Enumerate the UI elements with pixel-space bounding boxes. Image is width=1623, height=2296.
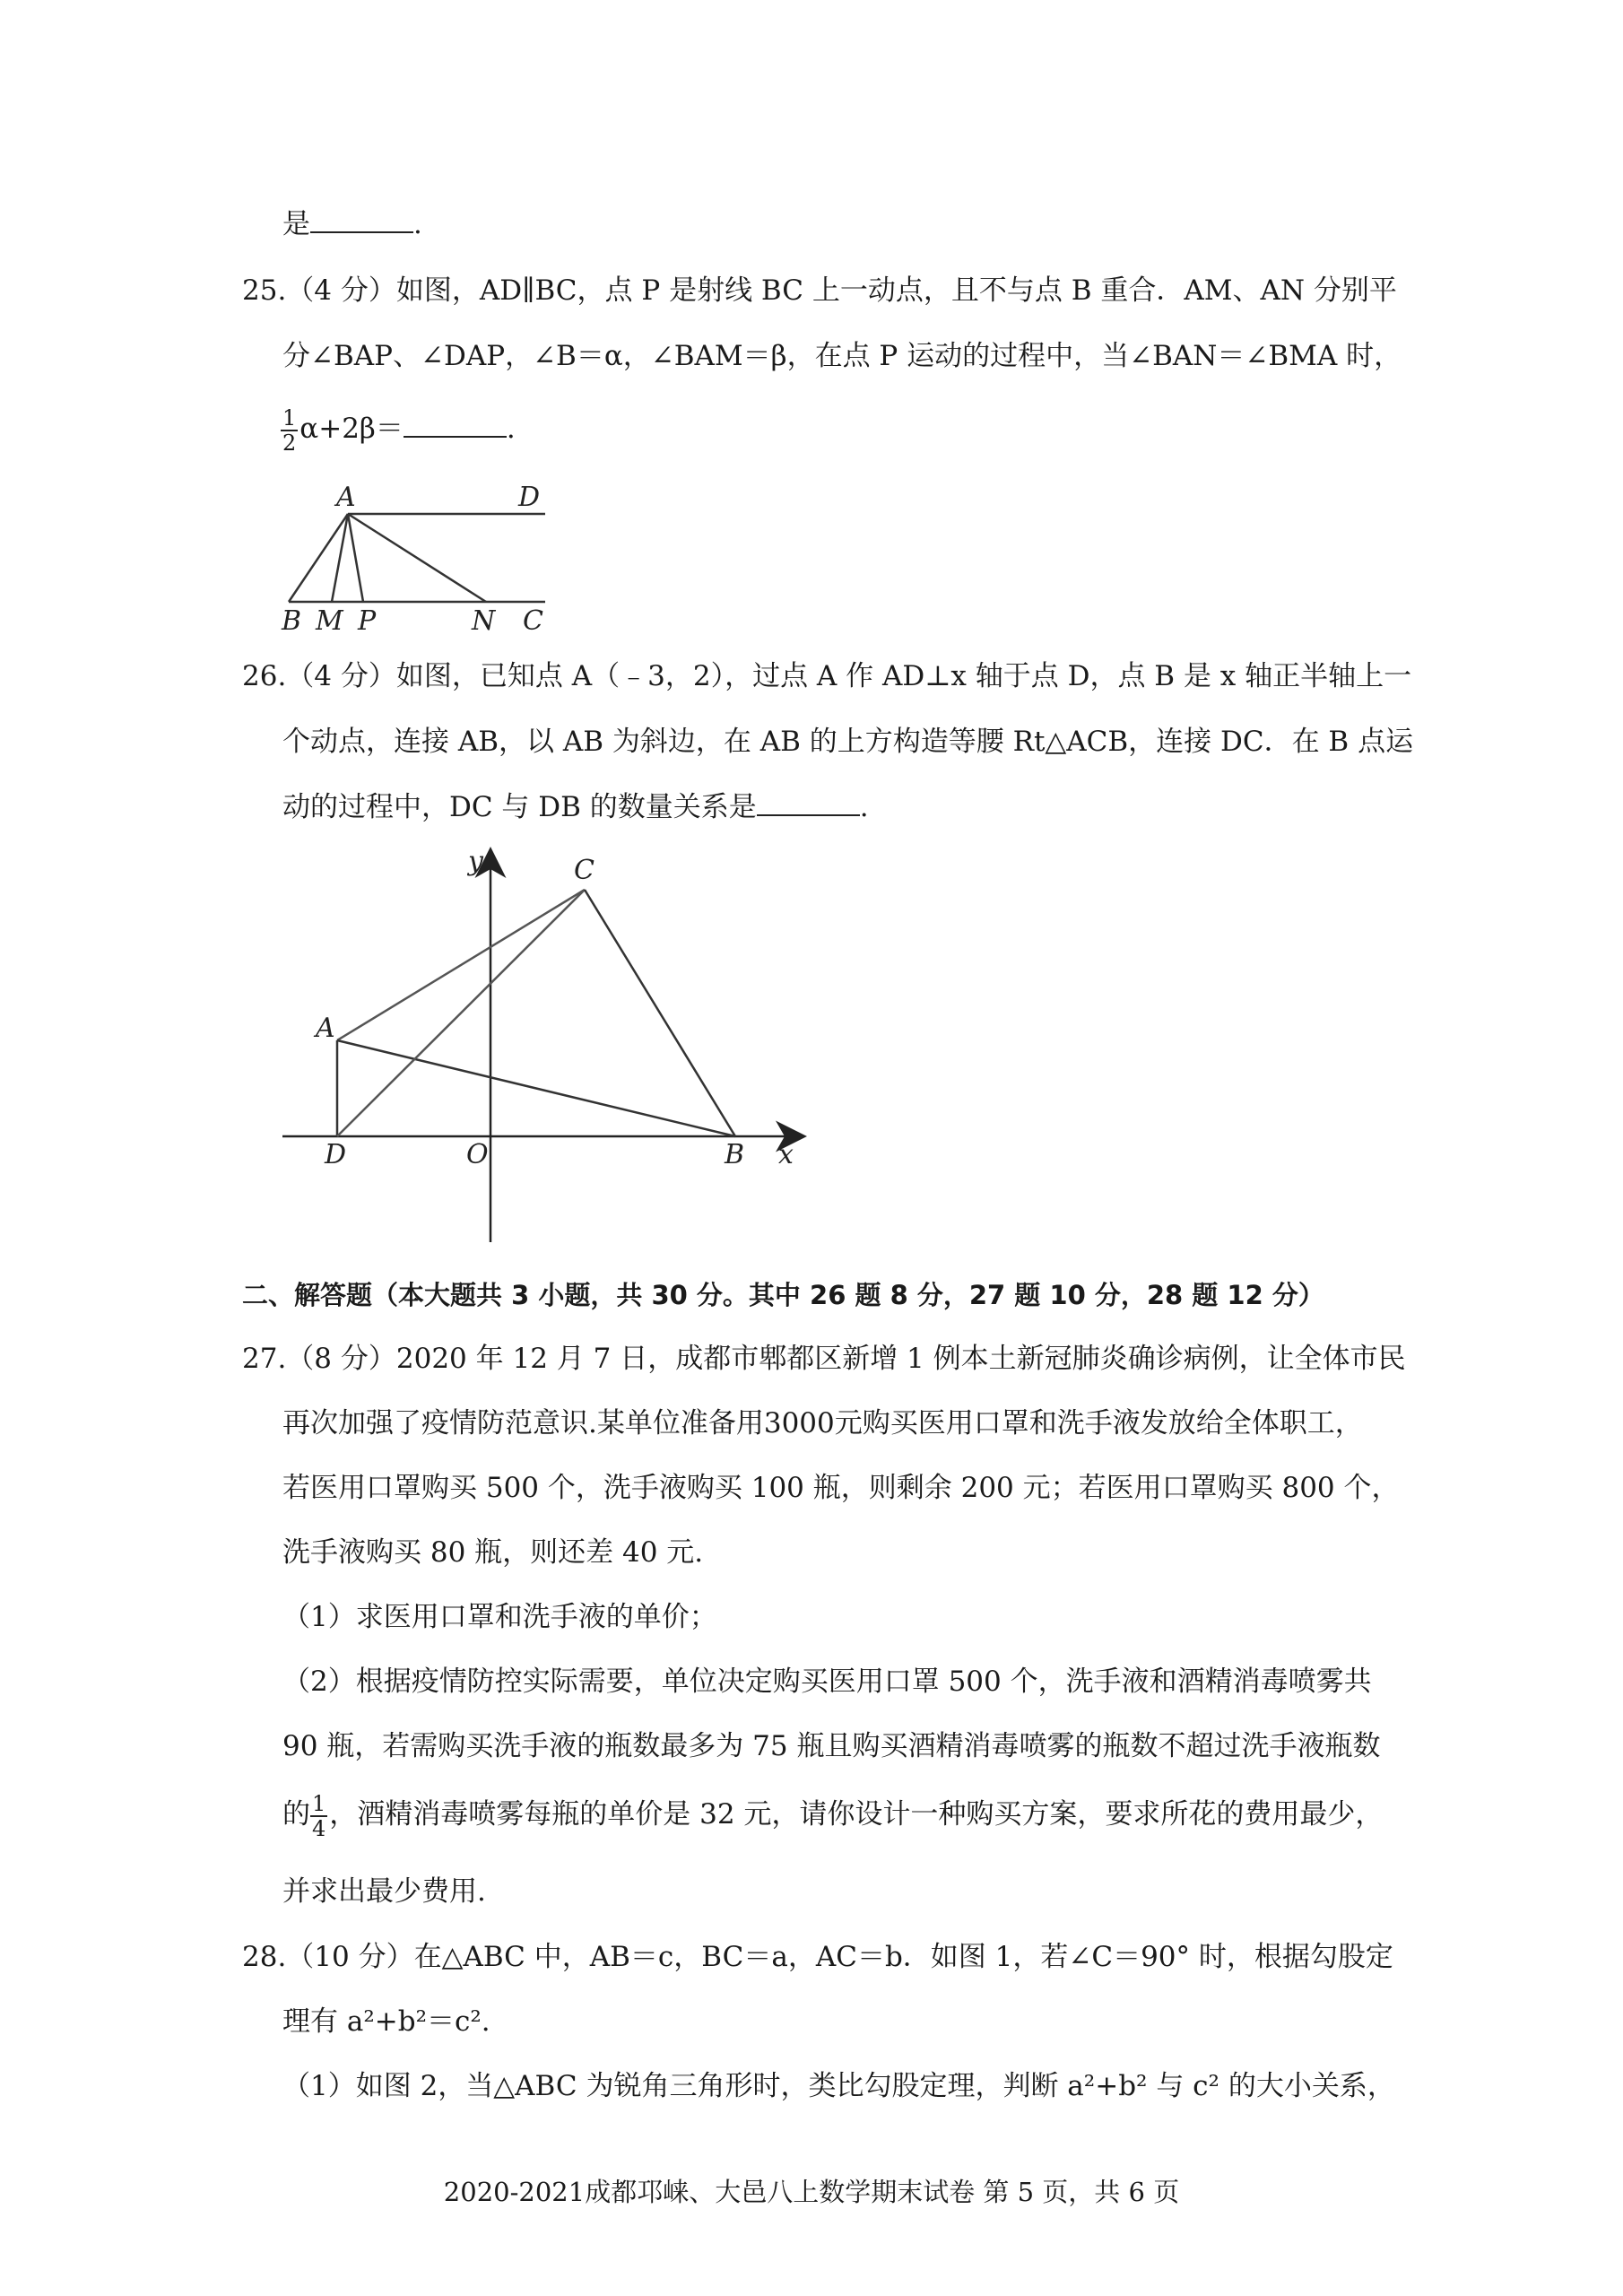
q26-figure xyxy=(269,843,825,1247)
label-n: N xyxy=(472,605,496,637)
segment-cb xyxy=(585,890,735,1136)
line-an xyxy=(348,514,486,602)
q28-line1: 28.（10 分）在△ABC 中，AB＝c，BC＝a，AC＝b．如图 1，若∠C＝90° 时，根据勾股定 xyxy=(242,1941,1393,1973)
label-o: O xyxy=(466,1139,489,1170)
q27-line1: 27.（8 分）2020 年 12 月 7 日，成都市郫都区新增 1 例本土新冠肺炎确诊病例，让全体市民 xyxy=(242,1343,1406,1375)
line-ap xyxy=(348,514,363,602)
segment-ac xyxy=(337,890,585,1040)
q27-line2: 再次加强了疫情防范意识.某单位准备用3000元购买医用口罩和洗手液发放给全体职工， xyxy=(282,1407,1363,1439)
label-d: D xyxy=(518,482,541,513)
q27-fraction: $\frac{1}{4}$ xyxy=(312,1790,326,1841)
label-b: B xyxy=(725,1139,745,1170)
label-c: C xyxy=(574,855,595,886)
q26-line1: 26.（4 分）如图，已知点 A（﹣3，2），过点 A 作 AD⊥x 轴于点 D，点 B 是 x 轴正半轴上一 xyxy=(242,660,1412,692)
q27-line4: 洗手液购买 80 瓶，则还差 40 元. xyxy=(282,1536,704,1569)
page-footer: 2020-2021成都邛崃、大邑八上数学期末试卷 第 5 页，共 6 页 xyxy=(443,2177,1180,2207)
label-b: B xyxy=(282,605,302,637)
q24-tail-text: 是 xyxy=(282,208,310,240)
q27-part2-line2: 90 瓶，若需购买洗手液的瓶数最多为 75 瓶且购买酒精消毒喷雾的瓶数不超过洗手液瓶数 xyxy=(282,1730,1381,1762)
q25-line1: 25.（4 分）如图，AD∥BC，点 P 是射线 BC 上一动点，且不与点 B 重合．AM、AN 分别平 xyxy=(242,274,1397,307)
q27-line3: 若医用口罩购买 500 个，洗手液购买 100 瓶，则剩余 200 元；若医用口罩购买 800 个， xyxy=(282,1472,1400,1504)
q26-answer-blank xyxy=(757,787,860,816)
label-x: x xyxy=(778,1139,794,1170)
label-p: P xyxy=(358,605,377,637)
q28-part1: （1）如图 2，当△ABC 为锐角三角形时，类比勾股定理，判断 a²+b² 与 c² 的大小关系， xyxy=(282,2070,1395,2102)
label-a: A xyxy=(316,1013,335,1044)
q25-answer-blank xyxy=(404,409,507,438)
q24-answer-blank xyxy=(310,204,413,233)
label-a: A xyxy=(336,482,356,513)
label-c: C xyxy=(523,605,543,637)
label-m: M xyxy=(316,605,343,637)
q27-part2-line4: 并求出最少费用. xyxy=(282,1875,486,1908)
q25-line2: 分∠BAP、∠DAP，∠B＝α，∠BAM＝β，在点 P 运动的过程中，当∠BAN＝∠BMA 时， xyxy=(282,340,1402,372)
q27-part2-line3: 的 $\frac{1}{4}$ ，酒精消毒喷雾每瓶的单价是 32 元，请你设计一种购买方案，要求所花的费用最少， xyxy=(282,1790,1384,1841)
section-heading: 二、解答题（本大题共 3 小题，共 30 分。其中 26 题 8 分，27 题 10 分，28 题 12 分） xyxy=(242,1280,1324,1310)
q28-line2: 理有 a²+b²＝c². xyxy=(282,2005,490,2038)
q25-fraction: $\frac{1}{2}$ xyxy=(282,404,297,456)
segment-ab xyxy=(337,1040,735,1136)
q27-part2-line1: （2）根据疫情防控实际需要，单位决定购买医用口罩 500 个，洗手液和酒精消毒喷雾共 xyxy=(282,1665,1372,1698)
segment-dc xyxy=(337,890,585,1136)
label-y: y xyxy=(468,846,483,877)
q26-line2: 个动点，连接 AB，以 AB 为斜边，在 AB 的上方构造等腰 Rt△ACB，连接 DC．在 B 点运 xyxy=(282,726,1414,758)
q25-expression: $\frac{1}{2}$ α+2β＝ . xyxy=(282,404,516,456)
label-d: D xyxy=(325,1139,347,1170)
q27-part1: （1）求医用口罩和洗手液的单价； xyxy=(282,1601,717,1633)
q24-tail: 是 . xyxy=(282,204,422,244)
q26-line3: 动的过程中，DC 与 DB 的数量关系是 . xyxy=(282,787,869,827)
q25-figure xyxy=(269,475,565,637)
